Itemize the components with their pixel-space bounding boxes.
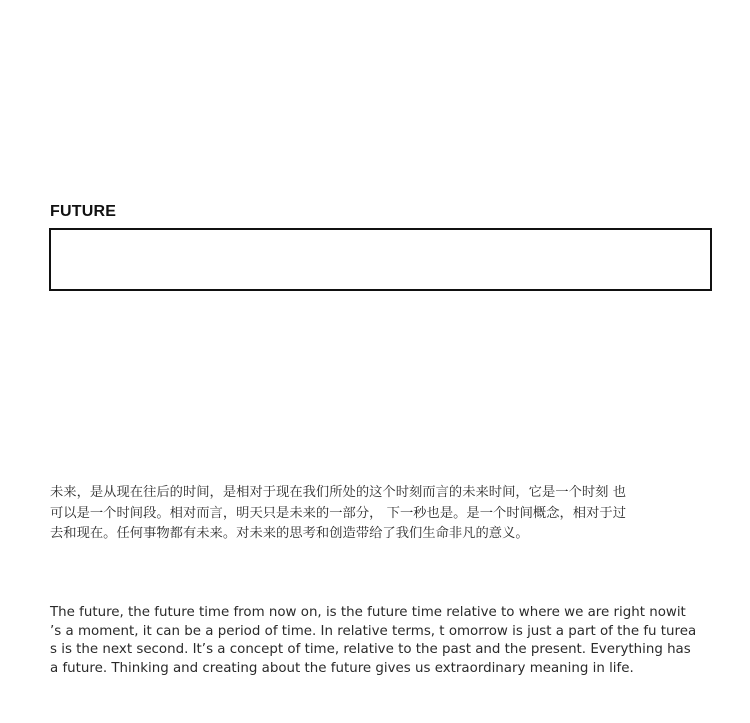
english-paragraph bbox=[50, 604, 706, 679]
english-line: ’s a moment, it can be a period of time. In relative terms, t omorrow is just a part of the fu turea bbox=[50, 623, 697, 639]
chinese-line: 可以是一个时间段。相对而言，明天只是未来的一部分， 下一秒也是。是一个时间概念，相对于过 bbox=[50, 505, 626, 521]
chinese-line: 去和现在。任何事物都有未来。对未来的思考和创造带给了我们生命非凡的意义。 bbox=[50, 526, 529, 541]
page-title: FUTURE bbox=[50, 203, 117, 220]
english-line: The future, the future time from now on, is the future time relative to where we are right nowit bbox=[50, 605, 686, 620]
english-line: a future. Thinking and creating about the future gives us extraordinary meaning in life. bbox=[50, 661, 634, 677]
english-line: s is the next second. It’s a concept of time, relative to the past and the present. Everything has bbox=[50, 642, 691, 658]
chinese-paragraph bbox=[50, 483, 705, 545]
future-input[interactable] bbox=[49, 228, 712, 291]
chinese-line: 未来，是从现在往后的时间，是相对于现在我们所处的这个时刻而言的未来时间，它是一个时刻 也 bbox=[50, 485, 626, 500]
